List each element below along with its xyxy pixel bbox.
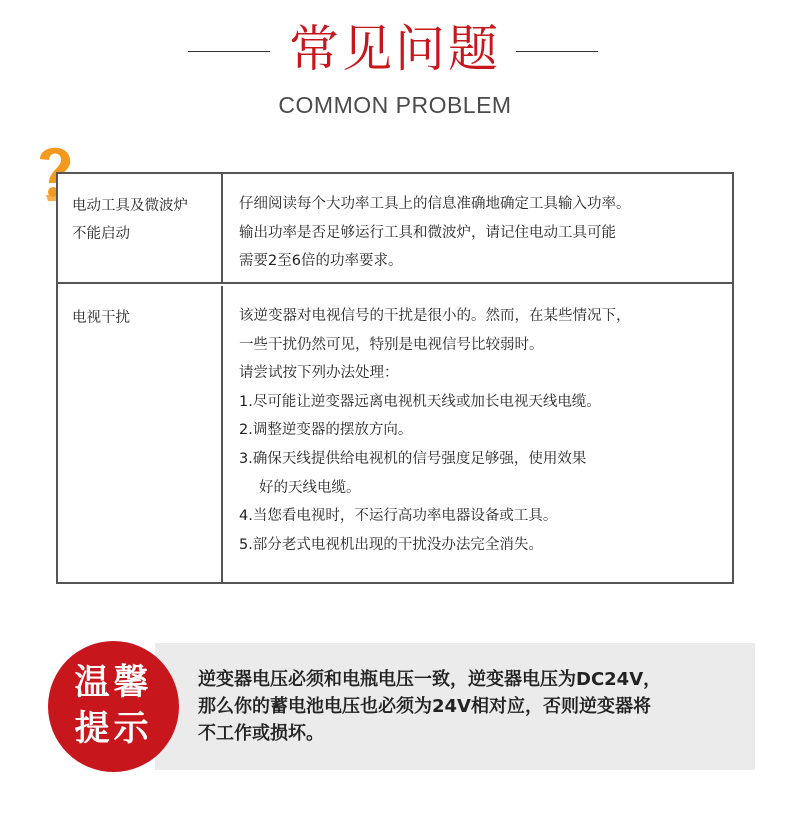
page-subtitle: COMMON PROBLEM — [278, 92, 512, 118]
faq-question — [58, 174, 223, 282]
page-title: 常见问题 — [289, 20, 501, 78]
answer-line: 5.部分老式电视机出现的干扰没办法完全消失。 — [239, 536, 543, 553]
answer-line: 3.确保天线提供给电视机的信号强度足够强，使用效果 — [239, 450, 587, 467]
tip-text — [198, 666, 738, 747]
faq-row — [58, 174, 732, 284]
faq-question — [58, 286, 223, 582]
tip-badge — [48, 641, 179, 772]
answer-line: 1.尽可能让逆变器远离电视机天线或加长电视天线电缆。 — [239, 393, 601, 410]
answer-line: 输出功率是否足够运行工具和微波炉，请记住电动工具可能 — [239, 224, 616, 241]
answer-line: 仔细阅读每个大功率工具上的信息准确地确定工具输入功率。 — [239, 196, 631, 212]
question-line: 电视干扰 — [72, 310, 130, 326]
answer-line: 该逆变器对电视信号的干扰是很小的。然而，在某些情况下， — [239, 308, 631, 324]
faq-table — [56, 172, 734, 584]
answer-line: 2.调整逆变器的摆放方向。 — [239, 422, 413, 439]
tip-line: 不工作或损坏。 — [198, 723, 324, 744]
answer-line: 一些干扰仍然可见，特别是电视信号比较弱时。 — [239, 336, 544, 353]
answer-line: 需要2至6倍的功率要求。 — [239, 253, 403, 270]
header-divider-right — [516, 51, 598, 52]
tip-line: 逆变器电压必须和电瓶电压一致，逆变器电压为DC24V， — [198, 669, 662, 690]
question-line: 电动工具及微波炉 — [72, 198, 188, 214]
answer-line: 好的天线电缆。 — [259, 479, 361, 496]
faq-answer — [225, 174, 732, 282]
faq-row — [58, 286, 732, 582]
answer-line: 请尝试按下列办法处理： — [239, 365, 399, 382]
question-line: 不能启动 — [72, 226, 130, 242]
faq-answer — [225, 286, 732, 582]
tip-line: 那么你的蓄电池电压也必须为24V相对应，否则逆变器将 — [198, 696, 651, 717]
answer-line: 4.当您看电视时，不运行高功率电器设备或工具。 — [239, 508, 558, 525]
tip-badge-line: 温馨 — [74, 663, 153, 703]
tip-badge-line: 提示 — [74, 709, 153, 749]
